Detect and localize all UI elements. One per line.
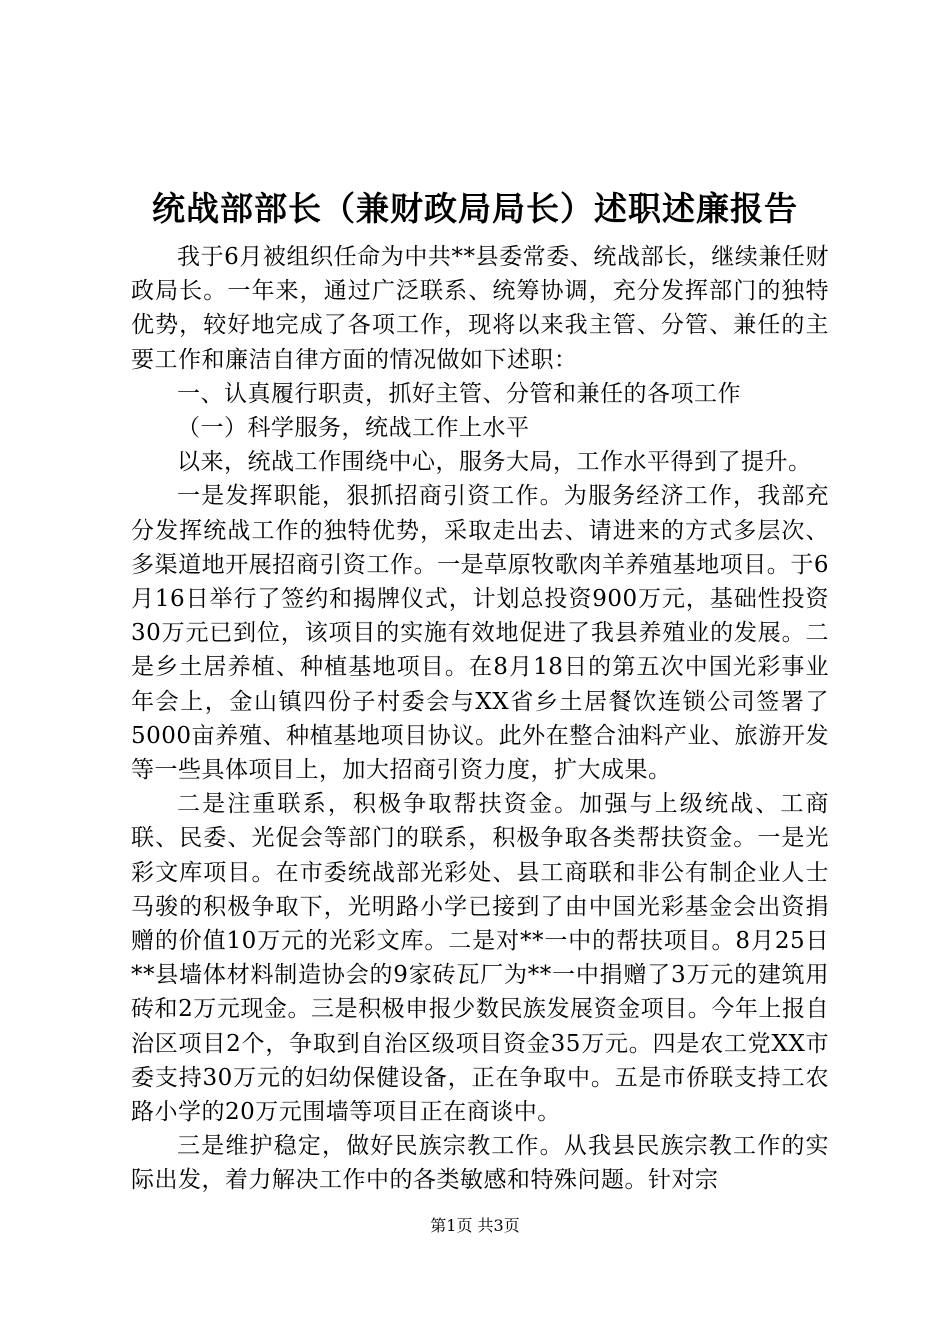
page-footer: 第1页 共3页 xyxy=(430,1216,520,1235)
document-body xyxy=(131,240,829,1198)
paragraph-intro: 我于6月被组织任命为中共**县委常委、统战部长，继续兼任财政局长。一年来，通过广泛联系、统筹协调，充分发挥部门的独特优势，较好地完成了各项工作，现将以来我主管、分管、兼任的主要工作和廉洁自律方面的情况做如下述职： xyxy=(131,244,829,373)
paragraph-investment: 一是发挥职能，狠抓招商引资工作。为服务经济工作，我部充分发挥统战工作的独特优势，采取走出去、请进来的方式多层次、多渠道地开展招商引资工作。一是草原牧歌肉羊养殖基地项目。于6月16日举行了签约和揭牌仪式，计划总投资900万元，基础性投资30万元已到位，该项目的实施有效地促进了我县养殖业的发展。二是乡土居养植、种植基地项目。在8月18日的第五次中国光彩事业年会上，金山镇四份子村委会与XX省乡土居餐饮连锁公司签署了5000亩养殖、种植基地项目协议。此外在整合油料产业、旅游开发等一些具体项目上，加大招商引资力度，扩大成果。 xyxy=(131,483,829,784)
section-heading: 一、认真履行职责，抓好主管、分管和兼任的各项工作 xyxy=(177,380,741,407)
document-title: 统战部部长（兼财政局局长）述职述廉报告 xyxy=(152,189,798,228)
paragraph-stability: 三是维护稳定，做好民族宗教工作。从我县民族宗教工作的实际出发，着力解决工作中的各类敏感和特殊问题。针对宗 xyxy=(131,1133,829,1194)
subsection-heading: （一）科学服务，统战工作上水平 xyxy=(177,415,530,442)
paragraph-summary: 以来，统战工作围绕中心，服务大局，工作水平得到了提升。 xyxy=(177,449,812,476)
paragraph-funding: 二是注重联系，积极争取帮扶资金。加强与上级统战、工商联、民委、光促会等部门的联系，积极争取各类帮扶资金。一是光彩文库项目。在市委统战部光彩处、县工商联和非公有制企业人士马骏的积极争取下，光明路小学已接到了由中国光彩基金会出资捐赠的价值10万元的光彩文库。二是对**一中的帮扶项目。8月25日**县墙体材料制造协会的9家砖瓦厂为**一中捐赠了3万元的建筑用砖和2万元现金。三是积极申报少数民族发展资金项目。今年上报自治区项目2个，争取到自治区级项目资金35万元。四是农工党XX市委支持30万元的妇幼保健设备，正在争取中。五是市侨联支持工农路小学的20万元围墙等项目正在商谈中。 xyxy=(131,791,829,1126)
